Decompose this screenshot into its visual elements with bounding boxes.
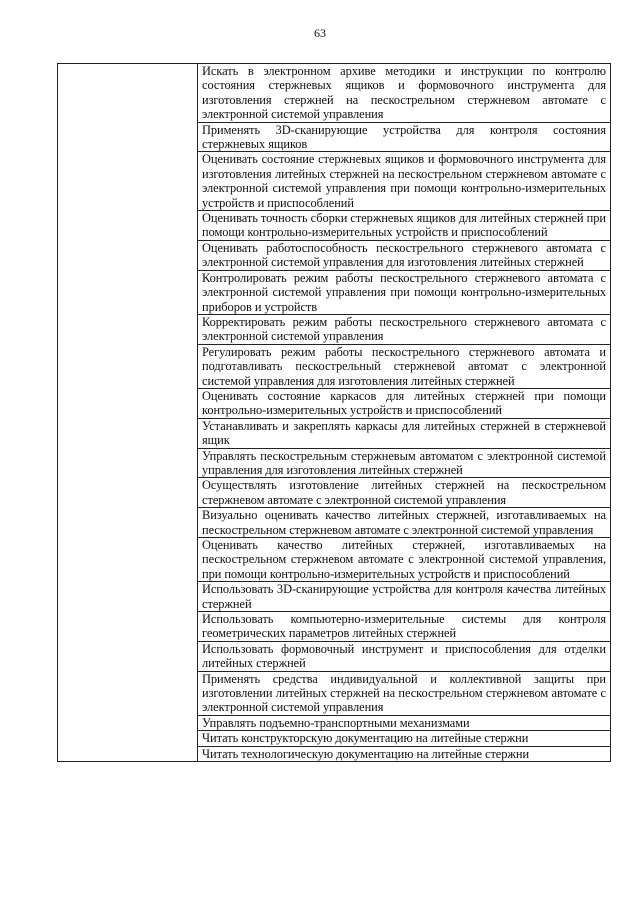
- skill-cell: [198, 211, 611, 241]
- skill-text: Использовать 3D-сканирующие устройства для контроля качества литейных стержней: [202, 582, 606, 611]
- skill-cell: [198, 671, 611, 715]
- skill-cell: [198, 582, 611, 612]
- skill-cell: [198, 64, 611, 123]
- skill-text: Устанавливать и закреплять каркасы для литейных стержней в стержневой ящик: [202, 418, 606, 448]
- row-label-cell: [58, 64, 198, 762]
- skill-text: Читать конструкторскую документацию на литейные стержни: [202, 731, 529, 746]
- skill-text: Управлять подъемно-транспортными механизмами: [202, 715, 470, 730]
- skill-text: Корректировать режим работы пескострельного стержневого автомата с электронной системой управления: [202, 314, 606, 344]
- skill-text: Использовать компьютерно-измерительные системы для контроля геометрических параметров литейных стержней: [202, 612, 606, 641]
- skill-text: Оценивать состояние стержневых ящиков и формовочного инструмента для изготовления литейных стержней на пескострельном стержневом автомате с электронной системой управления при помощи контрольно-измерительных устройств и приспособлений: [202, 152, 606, 210]
- skill-text: Применять средства индивидуальной и коллективной защиты при изготовлении литейных стержней на пескострельном стержневом автомате с электронной системой управления: [202, 671, 606, 715]
- skill-cell: [198, 270, 611, 314]
- skill-cell: [198, 122, 611, 152]
- page-number: 63: [314, 26, 326, 40]
- skill-text: Использовать формовочный инструмент и приспособления для отделки литейных стержней: [202, 641, 606, 671]
- skill-cell: [198, 152, 611, 211]
- skill-cell: [198, 478, 611, 508]
- skill-text: Оценивать работоспособность пескострельного стержневого автомата с электронной системой управления для изготовления литейных стержней: [202, 240, 606, 270]
- skill-cell: [198, 538, 611, 582]
- table-row: [58, 64, 611, 123]
- skill-text: Контролировать режим работы пескострельного стержневого автомата с электронной системой управления при помощи контрольно-измерительных приборов и устройств: [202, 270, 606, 314]
- skill-text: Оценивать точность сборки стержневых ящиков для литейных стержней при помощи контрольно-измерительных устройств и приспособлений: [202, 211, 606, 240]
- skill-cell: [198, 746, 611, 761]
- skill-cell: [198, 448, 611, 478]
- skill-text: Управлять пескострельным стержневым автоматом с электронной системой управления для изготовления литейных стержней: [202, 448, 606, 477]
- skill-cell: [198, 715, 611, 730]
- skill-cell: [198, 344, 611, 388]
- skill-cell: [198, 731, 611, 746]
- skill-text: Искать в электронном архиве методики и инструкции по контролю состояния стержневых ящиков и формовочного инструмента для изготовления стержней на пескострельном стержневом автомате с электронной системой управления: [202, 64, 606, 122]
- skill-cell: [198, 388, 611, 418]
- skill-cell: [198, 508, 611, 538]
- skill-text: Визуально оценивать качество литейных стержней, изготавливаемых на пескострельном стержневом автомате с электронной системой управления: [202, 508, 606, 537]
- skill-text: Применять 3D-сканирующие устройства для контроля состояния стержневых ящиков: [202, 122, 606, 152]
- skill-text: Читать технологическую документацию на литейные стержни: [202, 746, 530, 761]
- skill-cell: [198, 641, 611, 671]
- skill-text: Регулировать режим работы пескострельного стержневого автомата и подготавливать пескострельный стержневой автомат с электронной системой управления для изготовления литейных стержней: [202, 344, 606, 388]
- skill-cell: [198, 314, 611, 344]
- skill-text: Оценивать состояние каркасов для литейных стержней при помощи контрольно-измерительных устройств и приспособлений: [202, 388, 606, 418]
- skill-cell: [198, 418, 611, 448]
- skill-text: Оценивать качество литейных стержней, изготавливаемых на пескострельном стержневом автомате с электронной системой управления, при помощи контрольно-измерительных устройств и приспособлений: [202, 538, 606, 581]
- skills-table: [57, 63, 611, 762]
- skill-cell: [198, 240, 611, 270]
- skill-cell: [198, 612, 611, 642]
- skill-text: Осуществлять изготовление литейных стержней на пескострельном стержневом автомате с электронной системой управления: [202, 478, 606, 507]
